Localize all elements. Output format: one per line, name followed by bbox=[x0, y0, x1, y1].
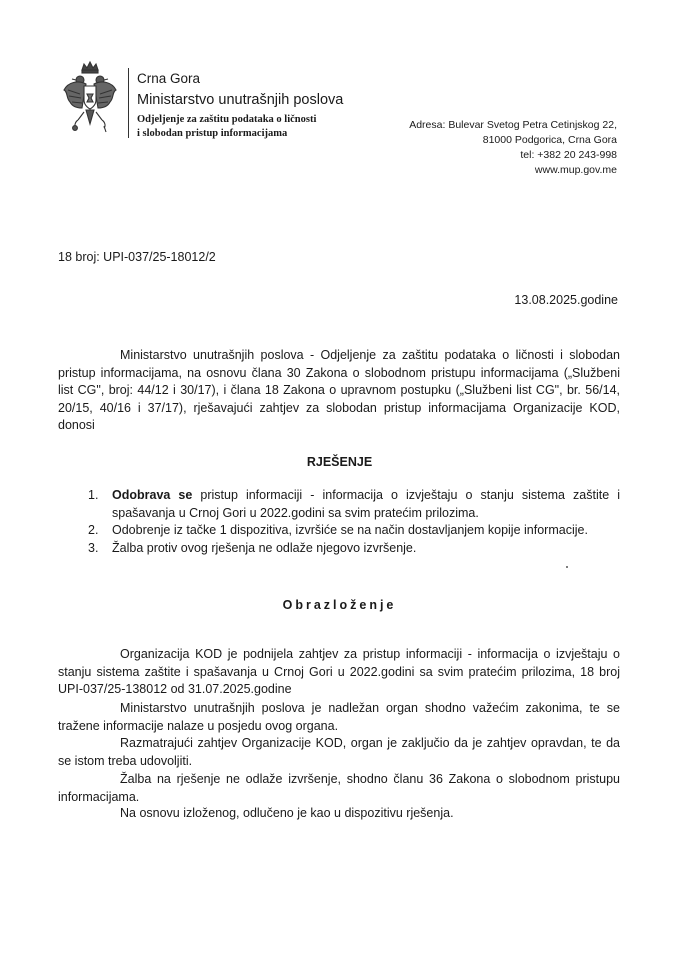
address-line-2: 81000 Podgorica, Crna Gora bbox=[482, 134, 617, 146]
reasoning-paragraph: Žalba na rješenje ne odlaže izvršenje, shodno članu 36 Zakona o slobodnom pristupu informacijama. bbox=[58, 772, 620, 804]
decision-item bbox=[58, 540, 620, 558]
department-line-1: Odjeljenje za zaštitu podataka o ličnosti bbox=[137, 114, 317, 125]
decision-item-text: pristup informaciji - informacija o izvještaju o stanju sistema zaštite i spašavanja u Crnoj Gori u 2022.godini sa svim pratećim prilozima. bbox=[112, 488, 620, 520]
decision-list bbox=[58, 487, 620, 557]
address-line-1: Adresa: Bulevar Svetog Petra Cetinjskog 22, bbox=[409, 119, 617, 131]
coat-of-arms-icon bbox=[60, 60, 120, 136]
reference-number: 18 broj: UPI-037/25-18012/2 bbox=[58, 250, 216, 264]
decision-item-bold: Odobrava se bbox=[112, 488, 193, 502]
decision-item-text: Odobrenje iz tačke 1 dispozitiva, izvršiće se na način dostavljanjem kopije informacije. bbox=[112, 523, 588, 537]
decision-item-number: 1. bbox=[88, 488, 99, 502]
reasoning-paragraph: Organizacija KOD je podnijela zahtjev za pristup informaciji - informacija o izvještaju o stanju sistema zaštite i spašavanja u Crnoj Gori u 2022.godini sa svim pratećim prilozima, 18 broj UPI-037/25-138012 od 31.07.2025.godine bbox=[58, 647, 620, 696]
decision-item-text: Žalba protiv ovog rješenja ne odlaže njegovo izvršenje. bbox=[112, 540, 417, 555]
website-link: www.mup.gov.me bbox=[534, 164, 617, 176]
stray-mark bbox=[566, 566, 568, 568]
phone-number: tel: +382 20 243-998 bbox=[520, 149, 617, 161]
reasoning-paragraph: Razmatrajući zahtjev Organizacije KOD, organ je zaključio da je zahtjev opravdan, te da se istom treba udovoljiti. bbox=[58, 736, 620, 768]
ministry-name: Ministarstvo unutrašnjih poslova bbox=[137, 92, 344, 108]
country-name: Crna Gora bbox=[137, 71, 201, 86]
document-date: 13.08.2025.godine bbox=[514, 293, 618, 307]
decision-item bbox=[58, 487, 620, 522]
decision-item-number: 2. bbox=[88, 523, 99, 537]
department-line-2: i slobodan pristup informacijama bbox=[137, 128, 288, 139]
decision-item bbox=[58, 522, 620, 540]
reasoning-paragraph: Na osnovu izloženog, odlučeno je kao u dispozitivu rješenja. bbox=[120, 806, 454, 820]
reasoning-paragraph: Ministarstvo unutrašnjih poslova je nadležan organ shodno važećim zakonima, te se tražene informacije nalaze u posjedu ovog organa. bbox=[58, 701, 620, 733]
header-divider bbox=[128, 68, 129, 138]
decision-heading: RJEŠENJE bbox=[306, 455, 373, 469]
intro-paragraph: Ministarstvo unutrašnjih poslova - Odjeljenje za zaštitu podataka o ličnosti i slobodan pristup informacijama, na osnovu člana 30 Zakona o slobodnom pristupu informacijama („Službeni list CG", broj: 44/12 i 30/17), i člana 18 Zakona o upravnom postupku („Službeni list CG", br. 56/14, 20/15, 40/16 i 37/17), rješavajući zahtjev za slobodan pristup informacijama Organizacije KOD, donosi bbox=[58, 348, 620, 432]
reasoning-heading: Obrazloženje bbox=[282, 598, 397, 612]
decision-item-number: 3. bbox=[88, 540, 99, 555]
